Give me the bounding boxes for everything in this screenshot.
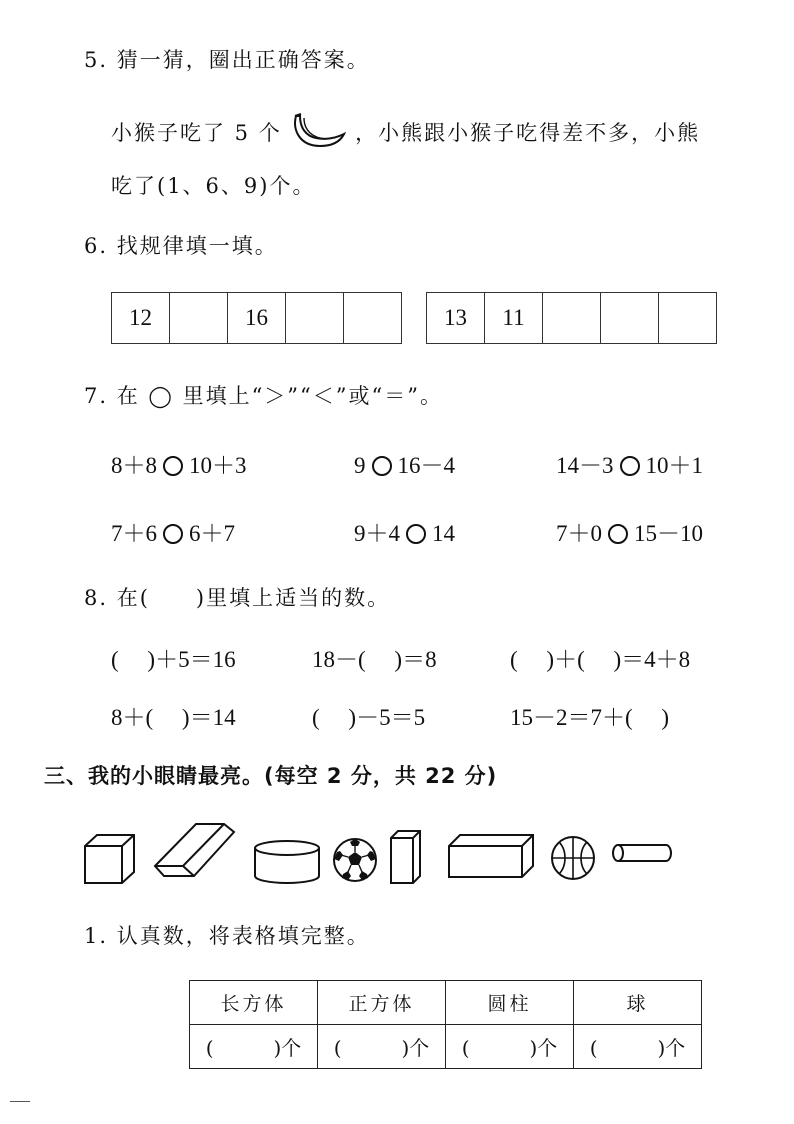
q7-title: 7. 在 ◯ 里填上“＞”“＜”或“＝”。 — [84, 384, 443, 408]
q1-title: 1. 认真数，将表格填完整。 — [84, 924, 370, 948]
compare-left: 9 — [354, 453, 366, 478]
seq2-cell[interactable] — [659, 293, 716, 343]
compare-circle[interactable] — [608, 524, 628, 544]
q5-line1-a: 小猴子吃了 5 个 — [111, 121, 282, 145]
compare-item — [354, 522, 455, 545]
compare-left: 14－3 — [556, 453, 614, 478]
section3-title: 三、我的小眼睛最亮。(每空 2 分，共 22 分) — [44, 764, 498, 788]
page-edge-mark — [10, 1101, 30, 1102]
table-header: 球 — [574, 981, 702, 1025]
seq1-cell[interactable] — [344, 293, 401, 343]
compare-circle[interactable] — [406, 524, 426, 544]
fill-equation[interactable]: ( )＋( )＝4＋8 — [510, 647, 691, 672]
compare-item — [556, 454, 703, 477]
compare-item — [354, 454, 455, 477]
cylinder-long-shape — [610, 842, 674, 864]
cuboid-tall-shape — [388, 828, 424, 886]
q5-title: 5. 猜一猜，圈出正确答案。 — [84, 48, 370, 72]
compare-right: 10＋3 — [189, 453, 247, 478]
cube-shape — [82, 832, 138, 886]
q5-line1 — [111, 112, 700, 152]
compare-left: 7＋0 — [556, 521, 602, 546]
fill-equation[interactable]: ( )＋5＝16 — [111, 647, 236, 672]
fill-equation[interactable]: ( )－5＝5 — [312, 705, 426, 730]
compare-item — [111, 454, 247, 477]
cuboid-long-shape — [446, 832, 536, 880]
answer-cell[interactable]: ( )个 — [574, 1025, 702, 1069]
compare-circle[interactable] — [163, 524, 183, 544]
fill-equation[interactable]: 18－( )＝8 — [312, 647, 437, 672]
compare-circle[interactable] — [372, 456, 392, 476]
fill-equation[interactable]: 8＋( )＝14 — [111, 705, 236, 730]
answer-cell[interactable]: ( )个 — [190, 1025, 318, 1069]
compare-right: 15－10 — [634, 521, 703, 546]
seq2-cell[interactable]: 13 — [427, 293, 485, 343]
compare-item — [556, 522, 703, 545]
seq2-cell[interactable] — [601, 293, 659, 343]
sequence-grid-1 — [111, 292, 402, 344]
q8-title: 8. 在( )里填上适当的数。 — [84, 586, 391, 610]
table-header: 圆柱 — [446, 981, 574, 1025]
cuboid-slanted-shape — [152, 820, 238, 882]
compare-circle[interactable] — [620, 456, 640, 476]
count-table — [189, 980, 702, 1069]
sequence-grid-2 — [426, 292, 717, 344]
seq2-cell[interactable] — [543, 293, 601, 343]
table-header: 正方体 — [318, 981, 446, 1025]
answer-cell[interactable]: ( )个 — [446, 1025, 574, 1069]
seq1-cell[interactable] — [286, 293, 344, 343]
soccer-ball-shape — [331, 836, 379, 884]
compare-right: 6＋7 — [189, 521, 235, 546]
compare-right: 14 — [432, 521, 455, 546]
seq1-cell[interactable]: 12 — [112, 293, 170, 343]
q5-line1-b: ，小熊跟小猴子吃得差不多，小熊 — [355, 121, 701, 145]
compare-right: 10＋1 — [645, 453, 703, 478]
table-header: 长方体 — [190, 981, 318, 1025]
compare-item — [111, 522, 235, 545]
compare-circle[interactable] — [163, 456, 183, 476]
compare-right: 16－4 — [397, 453, 455, 478]
seq1-cell[interactable]: 16 — [228, 293, 286, 343]
basketball-shape — [549, 834, 597, 882]
cylinder-short-shape — [252, 838, 322, 886]
compare-left: 8＋8 — [111, 453, 157, 478]
seq1-cell[interactable] — [170, 293, 228, 343]
q5-line2: 吃了(1、6、9)个。 — [111, 174, 316, 198]
compare-left: 9＋4 — [354, 521, 400, 546]
compare-left: 7＋6 — [111, 521, 157, 546]
seq2-cell[interactable]: 11 — [485, 293, 543, 343]
answer-cell[interactable]: ( )个 — [318, 1025, 446, 1069]
q6-title: 6. 找规律填一填。 — [84, 234, 278, 258]
banana-icon — [290, 112, 346, 152]
fill-equation[interactable]: 15－2＝7＋( ) — [510, 705, 670, 730]
